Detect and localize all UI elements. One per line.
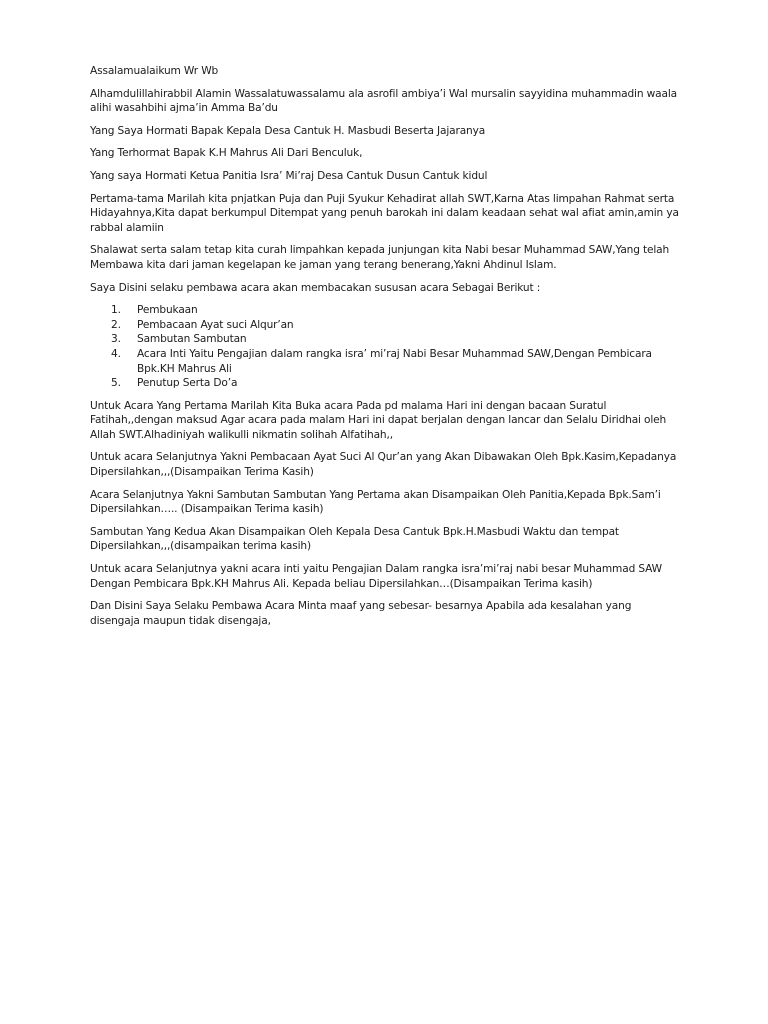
fatihah-paragraph: Untuk Acara Yang Pertama Marilah Kita Buka acara Pada pd malama Hari ini dengan bacaan Suratul Fatihah,,dengan maksud Agar acara pada malam Hari ini dapat berjalan dengan lancar dan Selalu Diridhai oleh Allah SWT.Alhadiniyah walikulli nikmatin solihah Alfatihah,, [90, 399, 667, 441]
first-speech-paragraph: Acara Selanjutnya Yakni Sambutan Sambutan Yang Pertama akan Disampaikan Oleh Panitia,Kepada Bpk.Sam’i Dipersilahkan….. (Disampaikan Terima kasih) [90, 488, 661, 516]
agenda-item-number: 3. [111, 333, 121, 346]
agenda-item-text: Penutup Serta Do’a [137, 377, 238, 390]
agenda-item [90, 376, 682, 391]
agenda-item-number: 5. [111, 377, 121, 390]
salutation-kh-mahrus: Yang Terhormat Bapak K.H Mahrus Ali Dari Benculuk, [90, 147, 363, 160]
agenda-item-number: 2. [111, 318, 121, 331]
second-speech-paragraph: Sambutan Yang Kedua Akan Disampaikan Oleh Kepala Desa Cantuk Bpk.H.Masbudi Waktu dan tempat Dipersilahkan,,,(disampaikan terima kasih) [90, 525, 619, 553]
agenda-item-text: Pembukaan [137, 304, 198, 317]
agenda-intro-paragraph: Saya Disini selaku pembawa acara akan membacakan sususan acara Sebagai Berikut : [90, 281, 541, 294]
agenda-item [90, 303, 682, 318]
main-event-paragraph: Untuk acara Selanjutnya yakni acara inti yaitu Pengajian Dalam rangka isra’mi’raj nabi besar Muhammad SAW Dengan Pembicara Bpk.KH Mahrus Ali. Kepada beliau Dipersilahkan…(Disampaikan Terima kasih) [90, 563, 662, 590]
agenda-item-text: Pembacaan Ayat suci Alqur’an [137, 318, 294, 331]
gratitude-paragraph: Pertama-tama Marilah kita pnjatkan Puja dan Puji Syukur Kehadirat allah SWT,Karna Atas limpahan Rahmat serta Hidayahnya,Kita dapat berkumpul Ditempat yang penuh barokah ini dalam keadaan sehat wal afiat amin,amin ya rabbal alamiin [90, 192, 679, 234]
agenda-item [90, 332, 682, 347]
agenda-item-text: Acara Inti Yaitu Pengajian dalam rangka isra’ mi’raj Nabi Besar Muhammad SAW,Dengan Pembicara Bpk.KH Mahrus Ali [137, 347, 652, 375]
opening-prayer-paragraph: Alhamdulillahirabbil Alamin Wassalatuwassalamu ala asrofil ambiya’i Wal mursalin sayyidina muhammadin waala alihi wasahbihi ajma’in Amma Ba’du [90, 87, 677, 115]
agenda-item-text: Sambutan Sambutan [137, 333, 247, 346]
greeting-paragraph: Assalamualaikum Wr Wb [90, 65, 219, 77]
agenda-item [90, 347, 682, 376]
salutation-village-head: Yang Saya Hormati Bapak Kepala Desa Cantuk H. Masbudi Beserta Jajaranya [90, 124, 486, 137]
salutation-committee-head: Yang saya Hormati Ketua Panitia Isra’ Mi’raj Desa Cantuk Dusun Cantuk kidul [90, 169, 488, 182]
agenda-item-number: 4. [111, 347, 121, 360]
agenda-list [90, 303, 682, 391]
quran-recitation-paragraph: Untuk acara Selanjutnya Yakni Pembacaan Ayat Suci Al Qur’an yang Akan Dibawakan Oleh Bpk.Kasim,Kepadanya Dipersilahkan,,,(Disampaikan Terima Kasih) [90, 451, 677, 479]
agenda-item-number: 1. [111, 304, 121, 317]
shalawat-paragraph: Shalawat serta salam tetap kita curah limpahkan kepada junjungan kita Nabi besar Muhammad SAW,Yang telah Membawa kita dari jaman kegelapan ke jaman yang terang benerang,Yakni Ahdinul Islam. [90, 244, 670, 271]
apology-paragraph: Dan Disini Saya Selaku Pembawa Acara Minta maaf yang sebesar- besarnya Apabila ada kesalahan yang disengaja maupun tidak disengaja, [90, 600, 632, 627]
agenda-item [90, 318, 682, 333]
